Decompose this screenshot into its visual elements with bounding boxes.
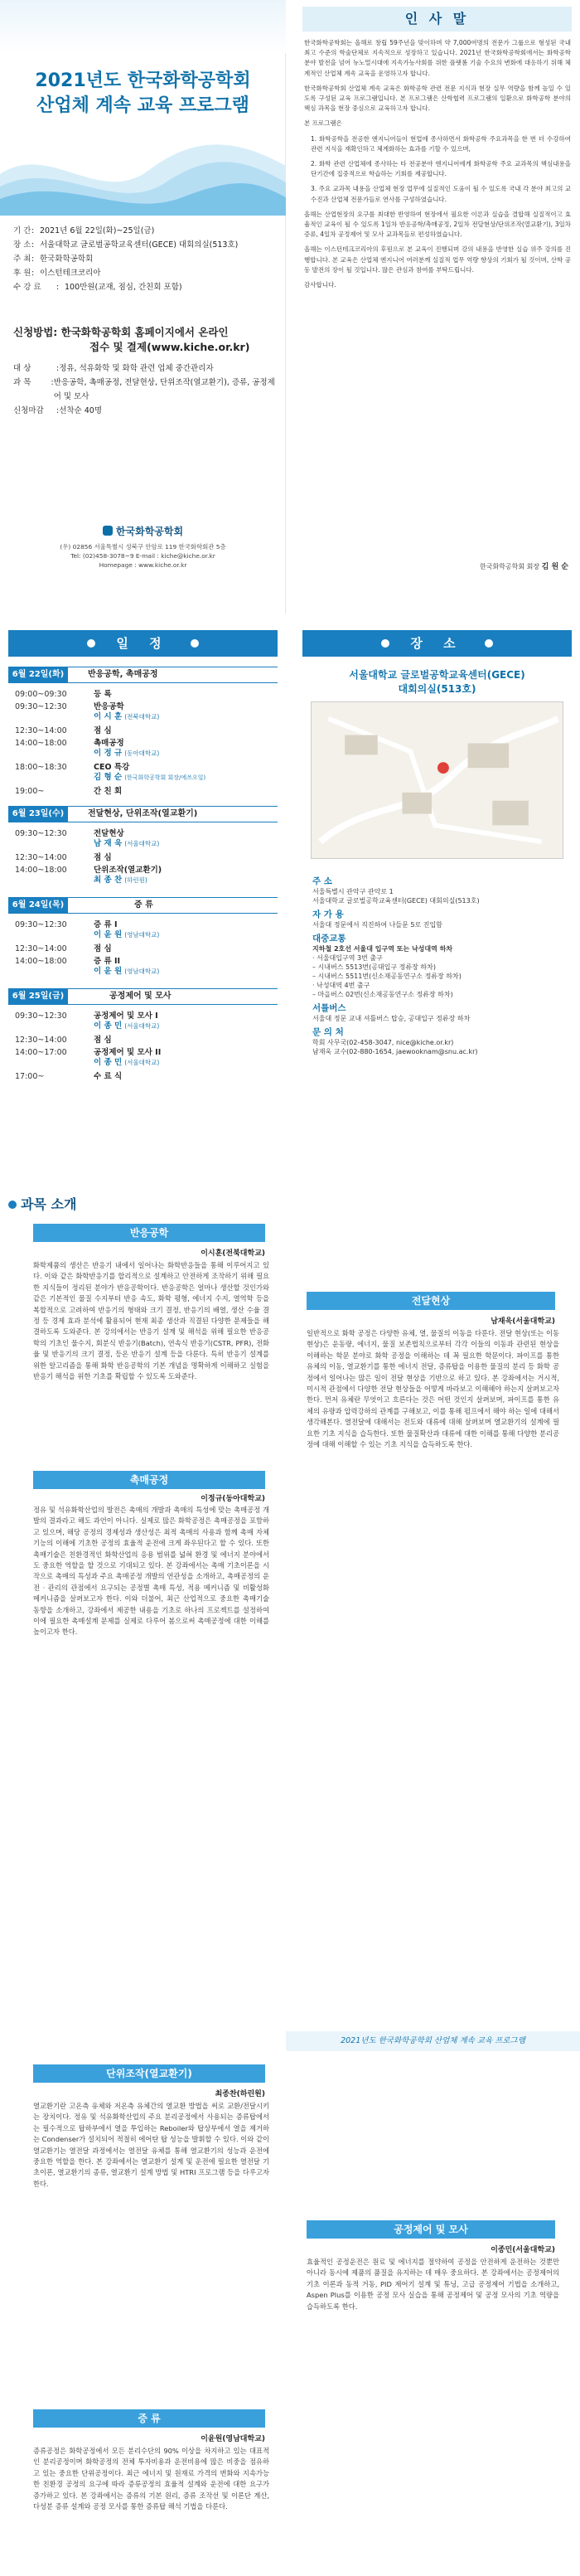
day-title: 증 류: [134, 900, 153, 910]
time: 09:00~09:30: [15, 690, 67, 699]
speaker: 남 재 욱: [94, 839, 123, 848]
schedule-heading: [8, 630, 278, 657]
affiliation: (전북대학교): [124, 713, 160, 720]
course-body: 화학제품의 생산은 반응기 내에서 일어나는 화학반응들을 통해 이루어지고 있다. 이와 같은 화학반응기를 합리적으로 설계하고 안전하게 조작하기 위해 필요한 지식들이 정리된 분야가 반응공학이다. 반응공학은 얼마나 생산할 것인가와 같은 기본적인 물질 수지부터 반응 속도, 화학 평형, 에너지 수지, 열역학 등을 복합적으로 고려하여 반응기의 형태와 크기 결정, 반응기의 배열, 생산 수율 결정 등 경제 효과 분석에 활용되어 현재 최종 생산과 직결된 다양한 문제들을 해결하도록 도와준다. 본 강의에서는 반응기 설계 및 해석을 위해 필요한 반응공학의 기초인 물수지, 회분식 반응기(Batch), 연속식 반응기(CSTR, PFR), 전화율 및 반응기의 크기 결정, 등온 반응기 설계 등을 다룬다. 특히 반응기 설계를 위한 알고리즘을 통해 화학 반응공학의 기본 개념을 명확하게 이해하고 실험을 반응기 해석을 위한 기초를 확립할 수 있도록 도와준다.: [33, 1261, 269, 1381]
greeting-paragraph: 감사합니다.: [304, 281, 336, 289]
speaker: 이 시 훈: [94, 712, 123, 721]
venue-name: [294, 668, 580, 696]
cover-title-line1: 2021년도 한국화학공학회: [35, 70, 251, 91]
day-title: 전달현상, 단위조작(열교환기): [88, 809, 198, 818]
info-key: 수 강 료: [13, 283, 41, 292]
schedule-row: [15, 739, 280, 759]
time: 19:00~: [15, 787, 45, 796]
course-detail-panel: [0, 2031, 580, 2576]
info-value: 이스턴테크코리아: [40, 269, 101, 278]
cover-target-list: [13, 361, 278, 418]
venue-heading-text: 장 소: [410, 636, 464, 651]
venue-section-heading: 서틀버스: [312, 1003, 346, 1013]
affiliation: (영남대학교): [124, 968, 160, 975]
day-date: 6월 24일(목): [8, 898, 68, 913]
info-row: 장 소 : 서울대학교 글로벌공학교육센터(GECE) 대회의실(513호): [13, 238, 278, 252]
course-body: 열교환기란 고온측 유체와 저온측 유체간의 열교환 방법을 써로 교환/전달시키는 장치이다. 정유 및 석유화학산업의 주요 분리공정에서 사용되는 증류탑에서는 필수적으로 탑하부에서 열을 투입하는 Reboiler와 탑상부에서 열을 제거하는 Condenser가 설치되어 적절히 에어탄 탑 성능을 발휘할 수 있다. 이와 같이 열교환기는 열전달 과정에서는 열전달 유체를 통해 열교환기의 성능과 운전에 중요한 역할을 한다. 본 강좌에서는 열교환기 설계 및 운전에 필요한 열전달 기초이론, 열교환기의 종류, 열교환기 설계 방법 및 HTRI 프로그램 등을 다루고자 한다.: [33, 2102, 269, 2188]
bullet-icon: [381, 639, 389, 648]
address-line: (우) 02856 서울특별시 성북구 안암로 119 한국화학회관 5층: [60, 543, 226, 551]
homepage-link[interactable]: Homepage : www.kiche.or.kr: [99, 561, 187, 569]
event: 전달현상: [94, 829, 124, 838]
venue-line: 서울특별시 관악구 관악로 1: [312, 888, 394, 895]
info-row: 주 최 : 한국화학공학회: [13, 252, 278, 266]
course-author: 이정규(동아대학교): [201, 1495, 265, 1503]
time: 12:30~14:00: [15, 726, 67, 735]
day-title: 반응공학, 촉매공정: [88, 670, 158, 679]
info-value: 서울대학교 글로벌공학교육센터(GECE) 대회의실(513호): [40, 240, 239, 250]
affiliation: (서울대학교): [124, 1022, 160, 1030]
course-author: 이종민(서울대학교): [491, 2246, 555, 2254]
time: 14:00~18:00: [15, 739, 67, 748]
schedule-row: [15, 763, 280, 783]
time: 09:30~12:30: [15, 1011, 67, 1021]
event: 등 록: [94, 690, 112, 699]
speaker: 이 정 규: [94, 749, 123, 758]
venue-section-heading: 자 가 용: [312, 910, 344, 919]
schedule-row: [15, 944, 280, 954]
venue-name-line: 대회의실(513호): [398, 683, 476, 695]
cover-top-band: [0, 0, 286, 53]
venue-line: 서울대학교 글로벌공학교육센터(GECE) 대회의실(513호): [312, 897, 480, 905]
time: 12:30~14:00: [15, 853, 67, 862]
affiliation: (영남대학교): [124, 931, 160, 939]
sign-name: 김 원 순: [541, 563, 568, 571]
info-key: 기 간: [13, 226, 31, 235]
course-author: 남재욱(서울대학교): [491, 1317, 555, 1326]
event: 수 료 식: [94, 1072, 123, 1081]
info-key: 과 목: [13, 378, 31, 387]
time: 12:30~14:00: [15, 1036, 67, 1045]
apply-line2: 접수 및 결제(www.kiche.or.kr): [89, 341, 250, 353]
schedule-row: [15, 853, 280, 863]
apply-line1: 신청방법: 한국화학공학회 홈페이지에서 온라인: [13, 326, 229, 338]
greeting-paragraph: 2. 화학 관련 산업체에 종사하는 타 전공분야 엔지니어에게 화학공학 주요 교과목의 핵심내용을 단기간에 집중적으로 학습하는 기회를 제공합니다.: [311, 160, 571, 178]
schedule-row: [15, 1048, 280, 1068]
schedule-row: [15, 1072, 280, 1082]
venue-line: – 시내버스 5511번(신소재공동연구소 정류장 하차): [312, 973, 462, 980]
schedule-heading-text: 일 정: [116, 636, 170, 651]
event: 증 류 I: [94, 920, 118, 929]
course-title-bar: 촉매공정: [33, 1471, 265, 1489]
event: 점 심: [94, 1036, 112, 1045]
speaker: 이 종 민: [94, 1058, 123, 1067]
course-title-bar: 전달현상: [307, 1292, 555, 1310]
course-intro-panel: [0, 1194, 580, 1637]
course-author: 이시훈(전북대학교): [201, 1249, 265, 1258]
schedule-row: [15, 690, 280, 700]
info-key: 주 최: [13, 255, 31, 264]
venue-name-line: 서울대학교 글로벌공학교육센터(GECE): [349, 669, 525, 681]
schedule-row: [15, 829, 280, 849]
greeting-paragraph: 올해는 이스턴테크코리아의 후원으로 본 교육이 진행되며 강의 내용을 반영한 실습 위주 강의를 진행합니다. 본 교육은 산업체 엔지니어 여러분께 실질적 업무 역량 향상의 기회가 될 것이며, 산학 공동 발전의 장이 될 것입니다. 많은 관심과 참여를 부탁드립니다.: [304, 245, 571, 274]
venue-line: 서울대 정문에서 직진하여 나들문 5로 진입함: [312, 921, 442, 929]
cover-wave-graphic: [0, 124, 286, 216]
venue-line: 지하철 2호선 서울대 입구역 또는 낙성대역 하차: [312, 945, 453, 953]
schedule-row: [15, 1011, 280, 1031]
bullet-icon: [191, 639, 199, 648]
event: 공정제어 및 모사 I: [94, 1011, 158, 1021]
brochure-footer-title: 2021년도 한국화학공학회 산업체 계속 교육 프로그램: [286, 2031, 580, 2051]
time: 09:30~12:30: [15, 702, 67, 711]
course-title-bar: 공정제어 및 모사: [307, 2220, 555, 2239]
time: 14:00~17:00: [15, 1048, 67, 1057]
info-value: 반응공학, 촉매공정, 전달현상, 단위조작(열교환기), 증류, 공정제어 및 모사: [53, 378, 275, 401]
sign-org: 한국화학공학회 회장: [479, 563, 540, 570]
greeting-paragraph: 한국화학공학회 산업체 계속 교육은 화학공학 관련 전문 지식과 현장 실무 역량을 함께 높일 수 있도록 구성된 교육 프로그램입니다. 본 프로그램은 산학협력 프로그램의 일환으로 화학공학 분야의 핵심 과목을 현장 중심으로 교육하고자 합니다.: [304, 84, 571, 113]
info-key: 후 원: [13, 269, 31, 278]
greeting-text: [304, 38, 571, 295]
greeting-panel: [294, 0, 580, 614]
schedule-row: [15, 920, 280, 940]
venue-section-heading: 대중교통: [312, 934, 346, 944]
time: 14:00~18:00: [15, 957, 67, 966]
venue-section-heading: 문 의 처: [312, 1027, 344, 1037]
schedule-row: [15, 702, 280, 722]
time: 12:30~14:00: [15, 944, 67, 953]
affiliation: (서울대학교): [124, 1059, 160, 1066]
greeting-paragraph: 한국화학공학회는 올해로 창립 59주년을 맞이하며 약 7,000여명의 전문가 그룹으로 형성된 국내 최고 수준의 학술단체로 지속적으로 성장하고 있습니다. 2021년 한국화학공학회에서는 화학공학 분야 발전을 넘어 뉴노멀시대에 지속가능사회를 위한 플랫폼 기술 수요의 변화에 대응하기 위해 체계적인 산업체 계속 교육을 운영하고자 합니다.: [304, 39, 571, 77]
info-key: 신청마감: [13, 406, 44, 415]
venue-line: – 마을버스 02번(신소재공동연구소 정류장 하차): [312, 991, 453, 998]
greeting-heading: 인 사 말: [302, 7, 572, 32]
campus-map: [311, 701, 563, 859]
affiliation: (서울대학교): [124, 840, 160, 847]
schedule-row: [15, 787, 280, 797]
venue-line: · 낙성대역 4번 출구: [312, 982, 370, 989]
greeting-paragraph: 올해는 산업현장의 요구를 최대한 반영하여 현장에서 필요한 이론과 실습을 결합해 실질적이고 효율적인 교육이 될 수 있도록 1일차 반응공학/촉매공정, 2일차 전달현상/단위조작(열교환기), 3일차 증류, 4일차 공정제어 및 모사 교과목들로 편성하였습니다.: [304, 210, 571, 239]
venue-section-heading: 주 소: [312, 876, 332, 886]
affiliation: (하린원): [124, 876, 147, 884]
event: 촉매공정: [94, 739, 124, 748]
info-row: 대 상 : 정유, 석유화학 및 화학 관련 업체 중간관리자: [13, 361, 278, 376]
kiche-logo-icon: [103, 526, 113, 536]
course-title-bar: 반응공학: [33, 1224, 265, 1242]
time: 14:00~18:00: [15, 866, 67, 875]
speaker: 김 형 순: [94, 773, 123, 782]
day-title: 공정제어 및 모사: [109, 992, 172, 1001]
day-bar: [8, 806, 278, 822]
event: 점 심: [94, 944, 112, 953]
info-key: 장 소: [13, 240, 31, 250]
venue-info: [312, 872, 569, 1056]
affiliation: (동아대학교): [124, 750, 160, 757]
event: 간 친 회: [94, 787, 123, 796]
address-line: Tel: (02)458-3078~9 E-mail : kiche@kiche.or.kr: [70, 552, 215, 560]
event: 증 류 II: [94, 957, 121, 966]
speaker: 이 윤 원: [94, 967, 123, 976]
event: 반응공학: [94, 702, 124, 711]
info-row: 신청마감 : 선착순 40명: [13, 404, 278, 418]
org-name: 한국화학공학회: [115, 526, 184, 537]
info-value: 2021년 6월 22일(화)~25일(금): [40, 226, 155, 235]
cover-address: [0, 542, 286, 570]
greeting-paragraph: 3. 주요 교과목 내용을 산업체 현장 업무에 실질적인 도움이 될 수 있도록 국내 각 분야 최고의 교수진과 산업체 전문가들로 연사를 구성하였습니다.: [311, 185, 571, 203]
cover-info-list: [13, 224, 278, 294]
time: 17:00~: [15, 1072, 45, 1081]
schedule-panel: [0, 630, 286, 1169]
venue-line: · 서울대입구역 3번 출구: [312, 954, 383, 962]
event: 점 심: [94, 853, 112, 862]
venue-line: 남재욱 교수(02-880-1654, jaewooknam@snu.ac.kr): [312, 1048, 478, 1055]
day-date: 6월 23일(수): [8, 807, 68, 822]
bullet-icon: [485, 639, 493, 648]
venue-panel: [294, 630, 580, 1169]
speaker: 이 종 민: [94, 1021, 123, 1031]
venue-line: – 시내버스 5513번(공대입구 정류장 하차): [312, 963, 436, 971]
course-heading: [8, 1194, 124, 1215]
greeting-paragraph: 1. 화학공학을 전공한 엔지니어들이 현업에 종사하면서 화학공학 주요과목을 한 번 더 수강하여 관련 지식을 재확인하고 체계화하는 효과를 기할 수 있으며,: [311, 134, 571, 153]
course-author: 이윤원(영남대학교): [201, 2435, 265, 2443]
info-row: 수 강 료 : 100만원(교재, 점심, 간친회 포함): [13, 280, 278, 294]
info-value: 100만원(교재, 점심, 간친회 포함): [65, 283, 182, 292]
time: 09:30~12:30: [15, 829, 67, 838]
time: 09:30~12:30: [15, 920, 67, 929]
venue-heading: [302, 630, 572, 657]
affiliation: (한국화학공학회 회장/에쓰오일): [124, 774, 206, 781]
speaker: 이 윤 원: [94, 930, 123, 939]
event: 단위조작(열교환기): [94, 866, 162, 875]
info-value: 한국화학공학회: [40, 255, 94, 264]
day-bar: [8, 988, 278, 1005]
schedule-row: [15, 726, 280, 736]
event: CEO 특강: [94, 763, 130, 772]
event: 공정제어 및 모사 II: [94, 1048, 162, 1057]
bullet-icon: [87, 639, 95, 648]
day-bar: [8, 897, 278, 914]
course-body: 효율적인 공정운전은 원료 및 에너지를 절약하여 공정을 안전하게 운전하는 것뿐만 아니라 동시에 제품의 품질을 유지하는 데 매우 중요하다. 본 강좌에서는 공정제어의 기초 이론과 동적 거동, PID 제어기 설계 및 튜닝, 고급 공정제어 기법을 소개하고, Aspen Plus를 이용한 공정 모사 실습을 통해 공정제어 및 공정 모사의 기초 역량을 습득하도록 한다.: [307, 2258, 559, 2311]
schedule-row: [15, 866, 280, 885]
day-bar: [8, 667, 278, 683]
cover-apply-method: [13, 325, 278, 355]
course-title-bar: 증 류: [33, 2409, 265, 2428]
course-heading-text: 과목 소개: [21, 1196, 77, 1212]
info-value: 정유, 석유화학 및 화학 관련 업체 중간관리자: [59, 364, 214, 373]
course-body: 정유 및 석유화학산업의 발전은 촉매의 개발과 촉매의 특성에 맞는 촉매공정 개발의 결과라고 해도 과언이 아니다. 실제로 많은 화학공정은 촉매공정을 포함하고 있으며, 해당 공정의 경제성과 생산성은 최적 촉매의 사용과 함께 촉매 자체 기능의 이해에 기초한 공정의 효율적 운전에 크게 좌우된다고 할 수 있다. 또한 촉매기술은 친환경적인 화학산업의 응용 범위를 넓혀 환경 및 에너지 분야에서도 중요한 역할을 할 것으로 기대되고 있다. 본 강좌에서는 촉매 기초이론을 시작으로 촉매의 특성과 주요 촉매공정 개발의 연관성을 소개하고, 촉매공정의 운전 · 관리의 관점에서 요구되는 공정별 촉매 특성, 적용 메커니즘 및 비활성화 메커니즘을 살펴보고자 한다. 이와 더불어, 최근 산업적으로 중요한 촉매기술 동향을 소개하고, 강좌에서 제공한 내용을 기초로 하나의 프로젝트를 설정하여 이에 필요한 촉매설계 문제를 실제로 다루어 봄으로써 촉매공정에 대한 이해를 높이고자 한다.: [33, 1506, 269, 1637]
schedule-row: [15, 1036, 280, 1045]
day-date: 6월 22일(화): [8, 667, 68, 682]
venue-line: 서울대 정문 교내 셔틀버스 탑승, 공대입구 정류장 하차: [312, 1015, 471, 1022]
info-row: 기 간 : 2021년 6월 22일(화)~25일(금): [13, 224, 278, 238]
cover-panel: [0, 0, 286, 614]
info-value: 선착순 40명: [59, 406, 103, 415]
greeting-paragraph: 본 프로그램은: [304, 119, 342, 128]
course-body: 일반적으로 화학 공정은 다양한 유체, 열, 물질의 이동을 다룬다. 전달 현상(또는 이동현상)은 운동량, 에너지, 물질 보존법칙으로부터 각각 이들의 이동과 관련된 현상을 이해하는 학문 분야로 화학 공정을 이해하는 데 꼭 필요한 학문이다. 파이프를 통한 유체의 이동, 열교환기를 통한 에너지 전달, 증류탑을 이용한 물질의 분리 등 화학 공정에서 일어나는 많은 일이 전달 현상을 기반으로 하고 있다. 본 강좌에서는 거시적, 미시적 관점에서 다양한 전달 현상들을 어떻게 바라보고 이해해야 하는지 살펴보고자 한다. 먼저 유체란 무엇이고 흐른다는 것은 어떤 것인지 살펴보며, 파이프를 통한 유체의 유량과 압력강하의 관계를 구해보고, 이를 통해 펌프에서 해야 하는 일에 대해서 생각해본다. 열전달에 대해서는 전도와 대류에 대해 살펴보며 열교환기의 설계에 필요한 기초 지식을 습득한다. 또한 물질확산과 대류에 대한 이해를 통해 다양한 분리공정에 대해 이해할 수 있는 기초 지식을 습득하도록 한다.: [307, 1329, 559, 1449]
time: 18:00~18:30: [15, 763, 67, 772]
speaker: 최 종 찬: [94, 876, 123, 885]
bullet-icon: [8, 1201, 17, 1209]
course-body-continued: [298, 1201, 563, 1290]
info-key: 대 상: [13, 364, 31, 373]
course-author: 최종찬(하린원): [215, 2090, 265, 2098]
venue-line: 학회 사무국(02-458-3047, nice@kiche.or.kr): [312, 1039, 454, 1046]
greeting-signature: [480, 560, 568, 571]
location-pin-icon: [437, 762, 449, 774]
org-logo: [0, 524, 286, 538]
info-row: 후 원 : 이스턴테크코리아: [13, 266, 278, 280]
schedule-row: [15, 957, 280, 977]
course-body: 증류공정은 화학공정에서 모든 분리수단의 90% 이상을 차지하고 있는 대표적인 분리공정이며 화학공정의 전체 투자비용과 운전비용에 많은 비중을 점유하고 있는 중요한 단위공정이다. 최근 에너지 및 원재료 가격의 변화와 지속가능한 친환경 공정의 요구에 따라 증류공정의 효율적 설계와 운전에 대한 요구가 증가하고 있다. 본 강좌에서는 증류의 기본 원리, 증류 조작선 및 이론단 계산, 다성분 증류 설계와 공정 모사를 통한 증류탑 해석 기법을 다룬다.: [33, 2447, 269, 2511]
course-title-bar: 단위조작(열교환기): [33, 2064, 265, 2083]
info-row: 과 목 : 반응공학, 촉매공정, 전달현상, 단위조작(열교환기), 증류, 공정제어 및 모사: [13, 376, 278, 404]
day-date: 6월 25일(금): [8, 989, 68, 1004]
event: 점 심: [94, 726, 112, 735]
cover-title-line2: 산업체 계속 교육 프로그램: [36, 95, 249, 116]
